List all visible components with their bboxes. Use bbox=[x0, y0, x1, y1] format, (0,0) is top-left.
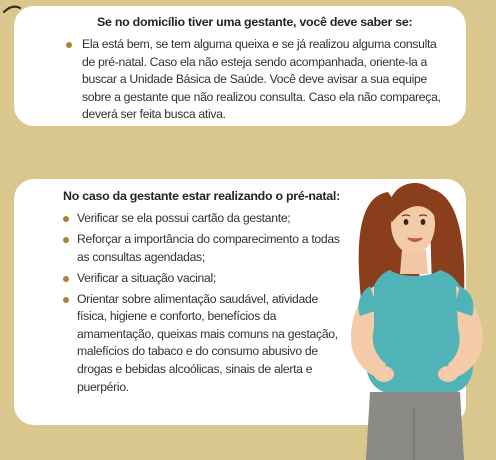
list-item bbox=[63, 231, 347, 266]
bullet-icon bbox=[66, 42, 72, 48]
bullet-icon bbox=[63, 276, 69, 282]
bullet-icon bbox=[63, 216, 69, 222]
list-item bbox=[63, 270, 347, 288]
list-item-text: Ela está bem, se tem alguma queixa e se já realizou alguma consulta de pré-natal. Caso ela não esteja sendo acompanhada, oriente-la a buscar a Unidade Básica de Saúde. Você deve avisar a sua equipe sobre a gestante que não realizou consulta. Caso ela não compareça, deverá ser feita busca ativa. bbox=[82, 37, 441, 122]
card-home-visit bbox=[14, 6, 466, 126]
pregnant-woman-illustration bbox=[330, 178, 496, 460]
list-item-text: Orientar sobre alimentação saudável, atividade física, higiene e conforto, benefícios da amamentação, queixas mais comuns na gestação, malefícios do tabaco e do consumo abusivo de drogas e bebidas alcoólicas, sinais de alerta e puerpério. bbox=[77, 291, 338, 394]
list-item bbox=[63, 291, 347, 397]
bullet-icon bbox=[63, 237, 69, 243]
list-item-text: Verificar se ela possui cartão da gestante; bbox=[77, 211, 291, 225]
card2-heading: No caso da gestante estar realizando o pré-natal: bbox=[63, 189, 340, 203]
list-item-text: Verificar a situação vacinal; bbox=[77, 270, 216, 285]
list-item-text: Reforçar a importância do comparecimento a todas as consultas agendadas; bbox=[77, 231, 340, 264]
card1-bullet-list bbox=[66, 36, 448, 124]
card1-heading: Se no domicílio tiver uma gestante, você deve saber se: bbox=[97, 15, 413, 29]
bullet-icon bbox=[63, 297, 69, 303]
list-item bbox=[66, 36, 448, 124]
list-item bbox=[63, 210, 347, 228]
